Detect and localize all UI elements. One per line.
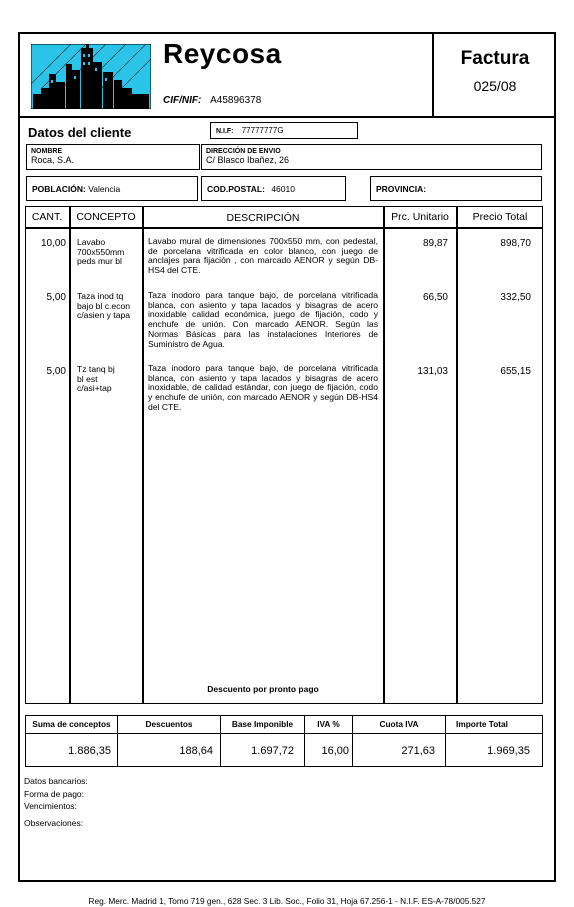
- name-label: NOMBRE: [31, 148, 63, 155]
- totals-iva-fee-value: 271,63: [401, 745, 435, 757]
- row-1-description: Lavabo mural de dimensiones 700x550 mm, con pedestal, de porcelana vitrificada en color blanco, con juego de anclajes para fijación , con marcado AENOR y según DB-HS4 del CTE.: [148, 236, 378, 276]
- name-value: Roca, S.A.: [31, 155, 75, 165]
- cif-label: CIF/NIF:: [163, 95, 202, 106]
- nif-label: N.I.F:: [216, 128, 234, 135]
- client-address-box: [201, 144, 542, 170]
- company-cif: [163, 95, 261, 106]
- items-header-line: [25, 227, 543, 229]
- totals-discounts-value: 188,64: [179, 745, 213, 757]
- col-divider-1: [69, 206, 71, 704]
- client-province-box: [370, 176, 542, 201]
- address-value: C/ Blasco Ibañez, 26: [206, 155, 290, 165]
- row-1-qty: 10,00: [40, 238, 66, 249]
- row-2-total-price: 332,50: [500, 292, 531, 303]
- header-bottom-line: [18, 116, 556, 118]
- notes-due-dates: Vencimientos:: [24, 801, 77, 811]
- client-city-box: [26, 176, 198, 201]
- row-2-qty: 5,00: [46, 292, 66, 303]
- invoice-title: Factura: [460, 48, 530, 69]
- client-section-title: Datos del cliente: [28, 125, 132, 140]
- city-label: POBLACIÓN:: [32, 184, 86, 194]
- header-qty: CANT.: [31, 211, 63, 223]
- registry-footer: Reg. Merc. Madrid 1, Tomo 719 gen., 628 Sec. 3 Lib. Soc., Folio 31, Hoja 67.256-1 - N.I.F. ES-A-78/005.527: [88, 896, 486, 906]
- totals-base-value: 1.697,72: [251, 745, 294, 757]
- city-value: Valencia: [88, 184, 121, 194]
- row-3-qty: 5,00: [46, 366, 66, 377]
- totals-iva-pct-value: 16,00: [321, 745, 349, 757]
- postal-label: COD.POSTAL:: [207, 184, 265, 194]
- header-concept: CONCEPTO: [76, 211, 136, 223]
- address-label: DIRECCIÓN DE ENVIO: [206, 148, 281, 155]
- items-table: [25, 206, 543, 704]
- totals-header-iva-pct: IVA %: [317, 719, 340, 729]
- totals-total-value: 1.969,35: [487, 745, 530, 757]
- totals-header-line: [25, 733, 543, 734]
- totals-header-iva-fee: Cuota IVA: [379, 719, 419, 729]
- company-name: Reycosa: [163, 38, 282, 69]
- row-3-unit-price: 131,03: [417, 366, 448, 377]
- totals-sum-value: 1.886,35: [68, 745, 111, 757]
- col-divider-3: [383, 206, 385, 704]
- row-3-total-price: 655,15: [500, 366, 531, 377]
- postal-value: 46010: [271, 184, 295, 194]
- client-postal-box: [201, 176, 346, 201]
- province-label: PROVINCIA:: [376, 184, 427, 194]
- row-3-concept: Tz tanq bj bl est c/asi+tap: [77, 364, 115, 394]
- row-1-total-price: 898,70: [500, 238, 531, 249]
- header-total-price: Precio Total: [472, 211, 528, 223]
- totals-header-sum: Suma de conceptos: [32, 719, 111, 729]
- row-2-concept: Taza inod tq bajo bl c.econ c/asien y tapa: [77, 291, 131, 321]
- col-divider-4: [456, 206, 458, 704]
- row-2-description: Taza inodoro para tanque bajo, de porcelana vitrificada blanca, con asiento y tapa lacados y bisagras de acero inoxidable calidad económica, juego de fijación, codo y enchufe de unión. Con marcado AENOR. Según las Normas Básicas para las instalaciones Interiores de Suministro de Agua.: [148, 290, 378, 349]
- client-name-box: [26, 144, 200, 170]
- row-1-unit-price: 89,87: [422, 238, 448, 249]
- notes-payment-method: Forma de pago:: [24, 789, 85, 799]
- nif-value: 77777777G: [241, 126, 284, 135]
- early-payment-discount-note: Descuento por pronto pago: [207, 684, 319, 694]
- city-skyline-logo-icon: [31, 44, 151, 109]
- notes-observations: Observaciones:: [24, 818, 84, 828]
- notes-bank-details: Datos bancarios:: [24, 776, 88, 786]
- header-unit-price: Prc. Unitario: [391, 211, 449, 223]
- header-divider: [432, 32, 434, 117]
- client-nif-box: [210, 122, 358, 139]
- invoice-number: 025/08: [473, 78, 517, 94]
- row-1-concept: Lavabo 700x550mm peds mur bl: [77, 237, 125, 267]
- col-divider-2: [142, 206, 144, 704]
- totals-header-discounts: Descuentos: [145, 719, 193, 729]
- totals-header-base: Base Imponible: [231, 719, 294, 729]
- header-description: DESCRIPCIÓN: [226, 212, 300, 224]
- totals-header-total: Importe Total: [456, 719, 508, 729]
- row-3-description: Taza inodoro para tanque bajo, de porcelana vitrificada blanca, con asiento y tapa lacados y bisagras de acero inoxidable, de calidad estándar, con juego de fijación, codo y enchufe de unión, con marcado AENOR y según DB-HS4 del CTE.: [148, 363, 378, 412]
- cif-value: A45896378: [210, 95, 262, 106]
- company-logo: [31, 44, 151, 109]
- row-2-unit-price: 66,50: [422, 292, 448, 303]
